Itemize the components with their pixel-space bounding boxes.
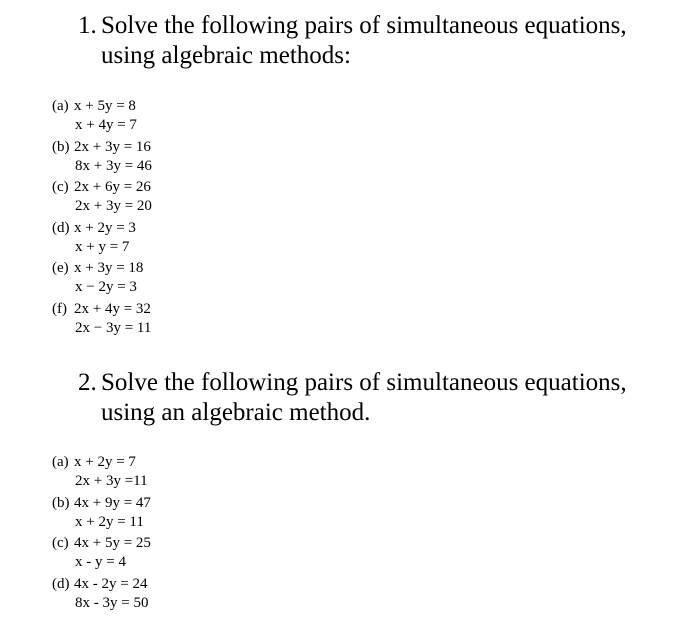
problem-1e [52,260,152,301]
problem-1a [52,98,152,139]
problem-2d [52,576,151,617]
problem-label: (d) [52,575,70,592]
equation-1: 2x + 3y = 16 [74,138,151,155]
equation-1: x + 5y = 8 [74,98,136,114]
problem-2a [52,454,151,495]
problem-label: (c) [52,179,69,195]
section-2-heading [78,368,627,428]
equation-2: x + y = 7 [75,238,130,255]
section-1-heading-line-1: Solve the following pairs of simultaneous equations, [101,12,627,39]
equation-2: x - y = 4 [75,554,126,570]
equation-1: 2x + 6y = 26 [74,179,151,195]
section-1-heading-line-2: using algebraic methods: [101,42,351,69]
equation-1: 4x + 5y = 25 [74,535,151,551]
problem-label: (f) [52,300,67,317]
section-1-problem-list [52,98,152,341]
equation-1: 4x - 2y = 24 [74,575,148,592]
equation-2: x + 2y = 11 [75,513,144,530]
equation-1: x + 2y = 7 [74,454,136,470]
equation-2: 2x + 3y = 20 [75,198,152,214]
equation-2: 8x - 3y = 50 [75,594,149,611]
equation-2: x − 2y = 3 [75,279,137,295]
equation-2: x + 4y = 7 [75,117,137,133]
problem-label: (d) [52,219,70,236]
equation-1: 4x + 9y = 47 [74,494,151,511]
problem-1d [52,220,152,261]
problem-2c [52,535,151,576]
problem-label: (a) [52,98,69,114]
section-2-number: 2. [78,369,97,396]
equation-1: 2x + 4y = 32 [74,300,151,317]
section-2-problem-list [52,454,151,616]
equation-2: 8x + 3y = 46 [75,157,152,174]
problem-label: (b) [52,494,70,511]
problem-label: (e) [52,260,69,276]
section-1-heading [78,11,627,71]
equation-1: x + 2y = 3 [74,219,136,236]
equation-1: x + 3y = 18 [74,260,144,276]
problem-label: (c) [52,535,69,551]
problem-label: (a) [52,454,69,470]
problem-1f [52,301,152,342]
problem-1b [52,139,152,180]
problem-2b [52,495,151,536]
equation-2: 2x + 3y =11 [75,473,148,489]
equation-2: 2x − 3y = 11 [75,319,152,336]
section-2-heading-line-1: Solve the following pairs of simultaneous equations, [101,369,627,396]
problem-1c [52,179,152,220]
section-1-number: 1. [78,12,97,39]
section-2-heading-line-2: using an algebraic method. [101,399,371,426]
problem-label: (b) [52,138,70,155]
